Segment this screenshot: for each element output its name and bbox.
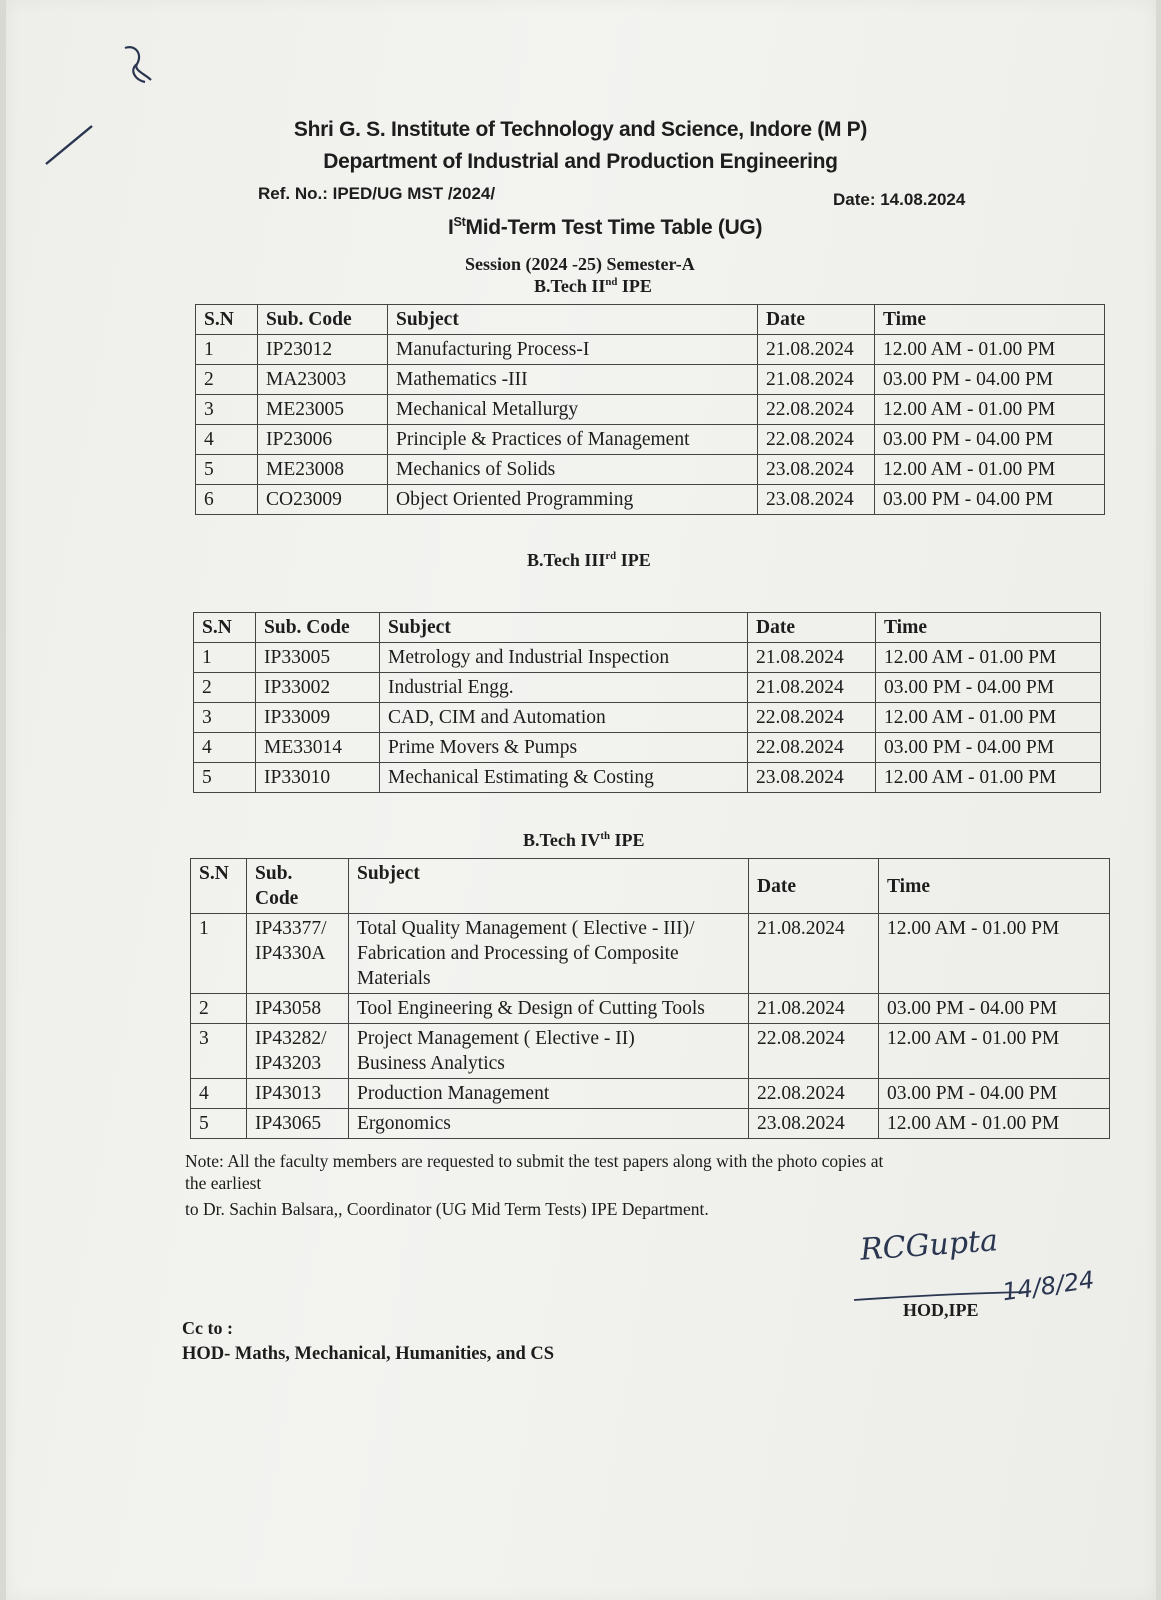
cell-time: 03.00 PM - 04.00 PM [875, 485, 1105, 515]
column-header-sub-code: Sub. Code [258, 305, 388, 335]
column-header-date: Date [749, 859, 879, 914]
cell-sn: 6 [196, 485, 258, 515]
table-row [196, 335, 1105, 365]
document-date: Date: 14.08.2024 [833, 190, 966, 209]
table-row [196, 425, 1105, 455]
cell-time: 03.00 PM - 04.00 PM [876, 733, 1101, 763]
cell-date: 22.08.2024 [748, 733, 876, 763]
table-row [191, 1024, 1110, 1079]
note-line-3: to Dr. Sachin Balsara,, Coordinator (UG Mid Term Tests) IPE Department. [185, 1199, 709, 1219]
cell-subject: Metrology and Industrial Inspection [380, 643, 748, 673]
cell-date: 22.08.2024 [758, 395, 875, 425]
cell-time: 12.00 AM - 01.00 PM [876, 703, 1101, 733]
cell-sn: 1 [196, 335, 258, 365]
cell-subject: Prime Movers & Pumps [380, 733, 748, 763]
column-header-time: Time [876, 613, 1101, 643]
cc-recipients: HOD- Maths, Mechanical, Humanities, and CS [182, 1344, 555, 1364]
table-row [191, 1109, 1110, 1139]
cell-sn: 5 [191, 1109, 247, 1139]
cell-time: 03.00 PM - 04.00 PM [879, 1079, 1110, 1109]
cell-time: 12.00 AM - 01.00 PM [879, 1109, 1110, 1139]
table-header-row [194, 613, 1101, 643]
cell-date: 21.08.2024 [748, 673, 876, 703]
cell-time: 12.00 AM - 01.00 PM [876, 763, 1101, 793]
table-row [196, 455, 1105, 485]
column-header-sn: S.N [196, 305, 258, 335]
cell-date: 22.08.2024 [749, 1079, 879, 1109]
cell-sn: 2 [196, 365, 258, 395]
table-row [194, 673, 1101, 703]
cell-sn: 4 [194, 733, 256, 763]
cell-code: ME23005 [258, 395, 388, 425]
cell-sn: 5 [196, 455, 258, 485]
cell-date: 22.08.2024 [749, 1024, 879, 1079]
column-header-subject: Subject [349, 859, 749, 914]
cell-date: 21.08.2024 [748, 643, 876, 673]
column-header-date: Date [758, 305, 875, 335]
cell-code: IP43377/ IP4330A [247, 914, 349, 994]
note-line-2: the earliest [185, 1173, 262, 1193]
document-page [6, 0, 1156, 1600]
cell-subject: Mechanical Estimating & Costing [380, 763, 748, 793]
cell-date: 23.08.2024 [758, 455, 875, 485]
cell-subject: Mechanical Metallurgy [388, 395, 758, 425]
cell-code: IP43282/ IP43203 [247, 1024, 349, 1079]
cell-date: 23.08.2024 [758, 485, 875, 515]
cell-subject: Mechanics of Solids [388, 455, 758, 485]
cell-date: 21.08.2024 [758, 335, 875, 365]
table-row [191, 1079, 1110, 1109]
cell-sn: 1 [191, 914, 247, 994]
cell-code: ME23008 [258, 455, 388, 485]
cell-subject: Object Oriented Programming [388, 485, 758, 515]
column-header-time: Time [875, 305, 1105, 335]
column-header-sn: S.N [191, 859, 247, 914]
cell-code: IP33002 [256, 673, 380, 703]
cell-date: 21.08.2024 [749, 914, 879, 994]
cell-time: 03.00 PM - 04.00 PM [875, 365, 1105, 395]
table-row [194, 733, 1101, 763]
timetable-btech-3 [193, 612, 1101, 793]
cell-time: 03.00 PM - 04.00 PM [875, 425, 1105, 455]
cell-date: 23.08.2024 [748, 763, 876, 793]
cell-subject: Mathematics -III [388, 365, 758, 395]
cell-subject: Manufacturing Process-I [388, 335, 758, 365]
cell-sn: 4 [191, 1079, 247, 1109]
cell-subject: Total Quality Management ( Elective - III)/ Fabrication and Processing of Composite Materials [349, 914, 749, 994]
cell-code: IP43013 [247, 1079, 349, 1109]
cell-subject: CAD, CIM and Automation [380, 703, 748, 733]
cell-time: 12.00 AM - 01.00 PM [876, 643, 1101, 673]
table-row [196, 365, 1105, 395]
cell-sn: 4 [196, 425, 258, 455]
cell-date: 23.08.2024 [749, 1109, 879, 1139]
cell-subject: Principle & Practices of Management [388, 425, 758, 455]
cell-code: IP23006 [258, 425, 388, 455]
cell-date: 21.08.2024 [758, 365, 875, 395]
cell-date: 22.08.2024 [748, 703, 876, 733]
table-row [196, 395, 1105, 425]
timetable-btech-2 [195, 304, 1105, 515]
cell-code: ME33014 [256, 733, 380, 763]
column-header-subject: Subject [380, 613, 748, 643]
cell-sn: 5 [194, 763, 256, 793]
cell-code: IP33005 [256, 643, 380, 673]
cell-sn: 3 [194, 703, 256, 733]
timetable-btech-4 [190, 858, 1110, 1139]
table-row [191, 994, 1110, 1024]
section-heading-btech-2: B.Tech IInd IPE [534, 276, 652, 296]
note-line-1: Note: All the faculty members are requested to submit the test papers along with the photo copies at [185, 1151, 884, 1171]
table-row [191, 914, 1110, 994]
cell-code: MA23003 [258, 365, 388, 395]
cell-time: 03.00 PM - 04.00 PM [876, 673, 1101, 703]
cell-subject: Project Management ( Elective - II) Business Analytics [349, 1024, 749, 1079]
session-line: Session (2024 -25) Semester-A [465, 254, 695, 274]
cell-sn: 2 [191, 994, 247, 1024]
signatory-designation: HOD,IPE [903, 1300, 979, 1320]
cell-date: 22.08.2024 [758, 425, 875, 455]
handwritten-signature: RCGupta [858, 1223, 1000, 1268]
table-header-row [196, 305, 1105, 335]
column-header-time: Time [879, 859, 1110, 914]
cell-code: IP43065 [247, 1109, 349, 1139]
cc-label: Cc to : [182, 1318, 233, 1338]
handwritten-sign-date: 14/8/24 [1000, 1265, 1097, 1307]
column-header-subject: Subject [388, 305, 758, 335]
cell-subject: Industrial Engg. [380, 673, 748, 703]
reference-number: Ref. No.: IPED/UG MST /2024/ [258, 184, 496, 203]
cell-subject: Production Management [349, 1079, 749, 1109]
cell-time: 12.00 AM - 01.00 PM [875, 455, 1105, 485]
cell-time: 12.00 AM - 01.00 PM [879, 914, 1110, 994]
cell-date: 21.08.2024 [749, 994, 879, 1024]
cell-sn: 3 [196, 395, 258, 425]
cell-code: CO23009 [258, 485, 388, 515]
cell-code: IP23012 [258, 335, 388, 365]
pen-mark-scribble [115, 40, 165, 90]
institute-name: Shri G. S. Institute of Technology and Science, Indore (M P) [293, 118, 868, 141]
table-row [196, 485, 1105, 515]
column-header-sub-code: Sub. Code [247, 859, 349, 914]
column-header-sn: S.N [194, 613, 256, 643]
department-name: Department of Industrial and Production Engineering [323, 150, 838, 173]
table-header-row [191, 859, 1110, 914]
section-heading-btech-4: B.Tech IVth IPE [523, 830, 645, 850]
table-row [194, 763, 1101, 793]
cell-time: 03.00 PM - 04.00 PM [879, 994, 1110, 1024]
cell-subject: Ergonomics [349, 1109, 749, 1139]
table-row [194, 703, 1101, 733]
cell-code: IP33009 [256, 703, 380, 733]
cell-subject: Tool Engineering & Design of Cutting Tools [349, 994, 749, 1024]
cell-code: IP43058 [247, 994, 349, 1024]
cell-sn: 2 [194, 673, 256, 703]
cell-time: 12.00 AM - 01.00 PM [879, 1024, 1110, 1079]
column-header-date: Date [748, 613, 876, 643]
page-title: IStMid-Term Test Time Table (UG) [448, 215, 763, 239]
cell-sn: 3 [191, 1024, 247, 1079]
cell-time: 12.00 AM - 01.00 PM [875, 335, 1105, 365]
section-heading-btech-3: B.Tech IIIrd IPE [527, 550, 651, 570]
cell-code: IP33010 [256, 763, 380, 793]
column-header-sub-code: Sub. Code [256, 613, 380, 643]
table-row [194, 643, 1101, 673]
cell-time: 12.00 AM - 01.00 PM [875, 395, 1105, 425]
cell-sn: 1 [194, 643, 256, 673]
